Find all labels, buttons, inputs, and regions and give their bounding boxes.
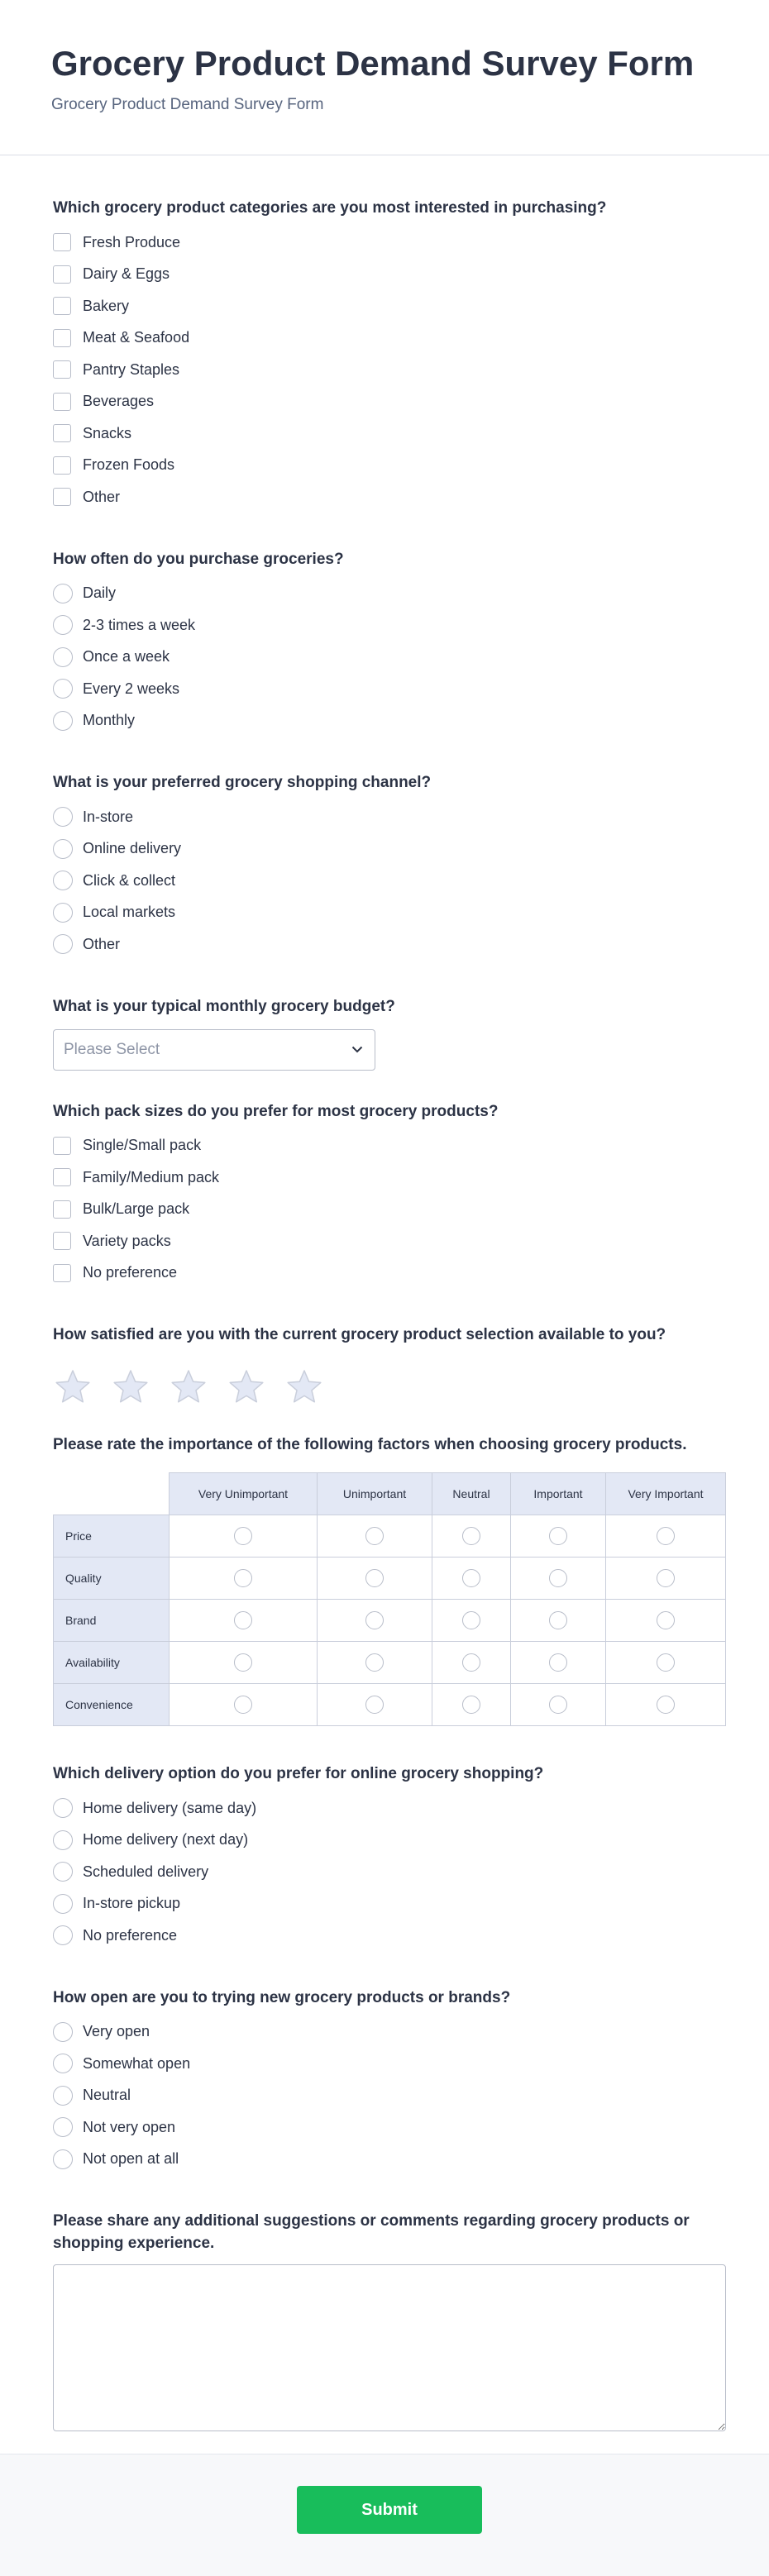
radio-option[interactable] [53, 1792, 716, 1825]
question-comments [53, 2210, 716, 2431]
matrix-radio[interactable] [549, 1527, 567, 1545]
form-content [0, 197, 769, 2431]
question-label: Which pack sizes do you prefer for most grocery products? [53, 1102, 499, 1120]
checkbox-option[interactable] [53, 227, 716, 259]
question-label: What is your typical monthly grocery budget? [53, 997, 395, 1015]
radio-button[interactable] [53, 1925, 73, 1945]
checkbox-group [53, 227, 716, 513]
option-label: In-store [83, 808, 134, 825]
form-subtitle: Grocery Product Demand Survey Form [51, 96, 324, 113]
radio-option[interactable] [53, 2111, 716, 2144]
radio-button[interactable] [53, 2022, 73, 2042]
checkbox-group [53, 1130, 716, 1290]
question-label: How satisfied are you with the current grocery product selection available to you? [53, 1326, 666, 1343]
question-label: Which grocery product categories are you most interested in purchasing? [53, 199, 607, 217]
radio-option[interactable] [53, 2144, 716, 2176]
option-label: Every 2 weeks [83, 680, 180, 697]
option-label: Snacks [83, 424, 132, 441]
option-label: Neutral [83, 2087, 131, 2104]
submit-button[interactable]: Submit [297, 2486, 482, 2534]
matrix-radio[interactable] [365, 1569, 384, 1587]
checkbox[interactable] [53, 488, 71, 506]
option-label: Not open at all [83, 2150, 179, 2168]
checkbox-option[interactable] [53, 259, 716, 291]
option-label: Home delivery (next day) [83, 1831, 249, 1849]
radio-option[interactable] [53, 1920, 716, 1952]
matrix-radio[interactable] [657, 1653, 675, 1672]
matrix-row [54, 1600, 726, 1642]
radio-button[interactable] [53, 1798, 73, 1818]
checkbox-option[interactable] [53, 354, 716, 386]
question-monthly-budget [53, 995, 716, 1071]
checkbox[interactable] [53, 1137, 71, 1155]
radio-option[interactable] [53, 2016, 716, 2049]
checkbox[interactable] [53, 1264, 71, 1282]
radio-option[interactable] [53, 801, 716, 833]
radio-button[interactable] [53, 903, 73, 923]
matrix-column-header: Very Important [606, 1473, 726, 1515]
radio-group [53, 1792, 716, 1952]
budget-dropdown[interactable] [53, 1029, 375, 1071]
checkbox-option[interactable] [53, 1225, 716, 1257]
matrix-radio[interactable] [234, 1611, 252, 1629]
checkbox[interactable] [53, 265, 71, 284]
checkbox[interactable] [53, 456, 71, 475]
checkbox-option[interactable] [53, 322, 716, 355]
question-shopping-channel [53, 771, 716, 961]
option-label: Not very open [83, 2118, 176, 2135]
checkbox[interactable] [53, 1168, 71, 1186]
checkbox-option[interactable] [53, 1194, 716, 1226]
option-label: Variety packs [83, 1232, 171, 1249]
radio-button[interactable] [53, 2054, 73, 2073]
matrix-row [54, 1515, 726, 1558]
option-label: Once a week [83, 648, 170, 665]
option-label: Local markets [83, 904, 176, 921]
checkbox-option[interactable] [53, 417, 716, 450]
option-label: Very open [83, 2023, 150, 2040]
option-label: Single/Small pack [83, 1137, 202, 1154]
option-label: Click & collect [83, 871, 176, 889]
radio-option[interactable] [53, 673, 716, 705]
radio-button[interactable] [53, 1830, 73, 1850]
radio-option[interactable] [53, 609, 716, 642]
form-header [0, 0, 769, 155]
radio-button[interactable] [53, 647, 73, 667]
matrix-radio[interactable] [234, 1569, 252, 1587]
option-label: No preference [83, 1926, 178, 1944]
option-label: Dairy & Eggs [83, 265, 170, 283]
importance-matrix [53, 1472, 726, 1726]
matrix-row-label: Price [54, 1515, 170, 1558]
checkbox[interactable] [53, 1232, 71, 1250]
question-importance-matrix [53, 1433, 716, 1726]
matrix-radio[interactable] [549, 1696, 567, 1714]
radio-option[interactable] [53, 897, 716, 929]
star-icon[interactable] [111, 1367, 150, 1407]
matrix-row-label: Availability [54, 1642, 170, 1684]
matrix-radio[interactable] [462, 1569, 480, 1587]
question-product-categories [53, 197, 716, 513]
question-purchase-frequency [53, 548, 716, 737]
option-label: In-store pickup [83, 1895, 181, 1912]
matrix-radio[interactable] [365, 1653, 384, 1672]
checkbox[interactable] [53, 393, 71, 411]
option-label: 2-3 times a week [83, 616, 196, 633]
radio-button[interactable] [53, 615, 73, 635]
option-label: Online delivery [83, 840, 182, 857]
matrix-column-header: Important [511, 1473, 606, 1515]
option-label: Pantry Staples [83, 360, 180, 378]
star-icon[interactable] [53, 1367, 93, 1407]
option-label: Family/Medium pack [83, 1168, 220, 1185]
option-label: Beverages [83, 393, 155, 410]
question-pack-sizes [53, 1100, 716, 1290]
radio-group [53, 578, 716, 737]
question-label: How often do you purchase groceries? [53, 550, 344, 568]
checkbox-option[interactable] [53, 1162, 716, 1194]
star-icon[interactable] [169, 1367, 208, 1407]
checkbox-option[interactable] [53, 481, 716, 513]
matrix-radio[interactable] [549, 1653, 567, 1672]
matrix-row-label: Brand [54, 1600, 170, 1642]
checkbox[interactable] [53, 424, 71, 442]
star-rating [53, 1367, 716, 1407]
matrix-radio[interactable] [234, 1527, 252, 1545]
matrix-column-header: Neutral [432, 1473, 511, 1515]
matrix-radio[interactable] [365, 1527, 384, 1545]
matrix-row [54, 1684, 726, 1726]
radio-button[interactable] [53, 807, 73, 827]
radio-button[interactable] [53, 711, 73, 731]
matrix-radio[interactable] [365, 1611, 384, 1629]
radio-button[interactable] [53, 1862, 73, 1882]
radio-button[interactable] [53, 2149, 73, 2169]
matrix-radio[interactable] [549, 1569, 567, 1587]
radio-button[interactable] [53, 584, 73, 603]
radio-option[interactable] [53, 1825, 716, 1857]
option-label: Bakery [83, 297, 130, 314]
matrix-row [54, 1642, 726, 1684]
radio-button[interactable] [53, 1894, 73, 1914]
radio-group [53, 801, 716, 961]
question-openness [53, 1987, 716, 2176]
form-title: Grocery Product Demand Survey Form [51, 44, 695, 83]
matrix-row-label: Convenience [54, 1684, 170, 1726]
matrix-radio[interactable] [657, 1527, 675, 1545]
matrix-radio[interactable] [462, 1696, 480, 1714]
radio-option[interactable] [53, 2048, 716, 2080]
comments-textarea[interactable] [53, 2264, 726, 2431]
matrix-column-header: Very Unimportant [170, 1473, 318, 1515]
radio-option[interactable] [53, 1888, 716, 1920]
checkbox[interactable] [53, 360, 71, 379]
matrix-radio[interactable] [657, 1611, 675, 1629]
matrix-radio[interactable] [657, 1569, 675, 1587]
option-label: No preference [83, 1264, 178, 1281]
question-satisfaction-rating [53, 1324, 716, 1407]
matrix-row [54, 1558, 726, 1600]
checkbox-option[interactable] [53, 450, 716, 482]
radio-option[interactable] [53, 865, 716, 897]
star-icon[interactable] [284, 1367, 324, 1407]
radio-option[interactable] [53, 1856, 716, 1888]
question-label: Please share any additional suggestions or comments regarding grocery products or shopping experience. [53, 2212, 690, 2252]
radio-option[interactable] [53, 833, 716, 866]
option-label: Fresh Produce [83, 233, 181, 250]
question-delivery-option [53, 1763, 716, 1952]
option-label: Somewhat open [83, 2054, 191, 2072]
radio-option[interactable] [53, 578, 716, 610]
checkbox-option[interactable] [53, 290, 716, 322]
matrix-radio[interactable] [365, 1696, 384, 1714]
matrix-radio[interactable] [462, 1653, 480, 1672]
checkbox-option[interactable] [53, 1257, 716, 1290]
radio-button[interactable] [53, 2117, 73, 2137]
option-label: Bulk/Large pack [83, 1200, 190, 1218]
checkbox[interactable] [53, 233, 71, 251]
dropdown-placeholder: Please Select [64, 1040, 160, 1058]
question-label: Which delivery option do you prefer for online grocery shopping? [53, 1765, 544, 1782]
radio-group [53, 2016, 716, 2176]
radio-option[interactable] [53, 928, 716, 961]
chevron-down-icon [351, 1046, 363, 1053]
option-label: Home delivery (same day) [83, 1799, 257, 1816]
matrix-radio[interactable] [657, 1696, 675, 1714]
matrix-corner [54, 1473, 170, 1515]
radio-option[interactable] [53, 642, 716, 674]
question-label: How open are you to trying new grocery products or brands? [53, 1988, 511, 2006]
checkbox[interactable] [53, 329, 71, 347]
radio-option[interactable] [53, 705, 716, 737]
form-footer [0, 2454, 769, 2576]
checkbox[interactable] [53, 1200, 71, 1219]
checkbox[interactable] [53, 297, 71, 315]
option-label: Meat & Seafood [83, 329, 190, 346]
star-icon[interactable] [227, 1367, 266, 1407]
checkbox-option[interactable] [53, 1130, 716, 1162]
option-label: Scheduled delivery [83, 1863, 209, 1880]
matrix-radio[interactable] [462, 1611, 480, 1629]
option-label: Frozen Foods [83, 456, 175, 474]
matrix-radio[interactable] [234, 1653, 252, 1672]
radio-option[interactable] [53, 2080, 716, 2112]
matrix-column-header: Unimportant [318, 1473, 432, 1515]
question-label: What is your preferred grocery shopping channel? [53, 774, 432, 791]
radio-button[interactable] [53, 839, 73, 859]
matrix-row-label: Quality [54, 1558, 170, 1600]
option-label: Other [83, 935, 121, 952]
radio-button[interactable] [53, 2086, 73, 2106]
matrix-radio[interactable] [462, 1527, 480, 1545]
matrix-header-row [54, 1473, 726, 1515]
option-label: Other [83, 488, 121, 505]
radio-button[interactable] [53, 871, 73, 890]
option-label: Daily [83, 584, 117, 602]
radio-button[interactable] [53, 679, 73, 699]
radio-button[interactable] [53, 934, 73, 954]
matrix-radio[interactable] [549, 1611, 567, 1629]
question-label: Please rate the importance of the following factors when choosing grocery products. [53, 1436, 687, 1453]
checkbox-option[interactable] [53, 386, 716, 418]
matrix-radio[interactable] [234, 1696, 252, 1714]
option-label: Monthly [83, 712, 136, 729]
